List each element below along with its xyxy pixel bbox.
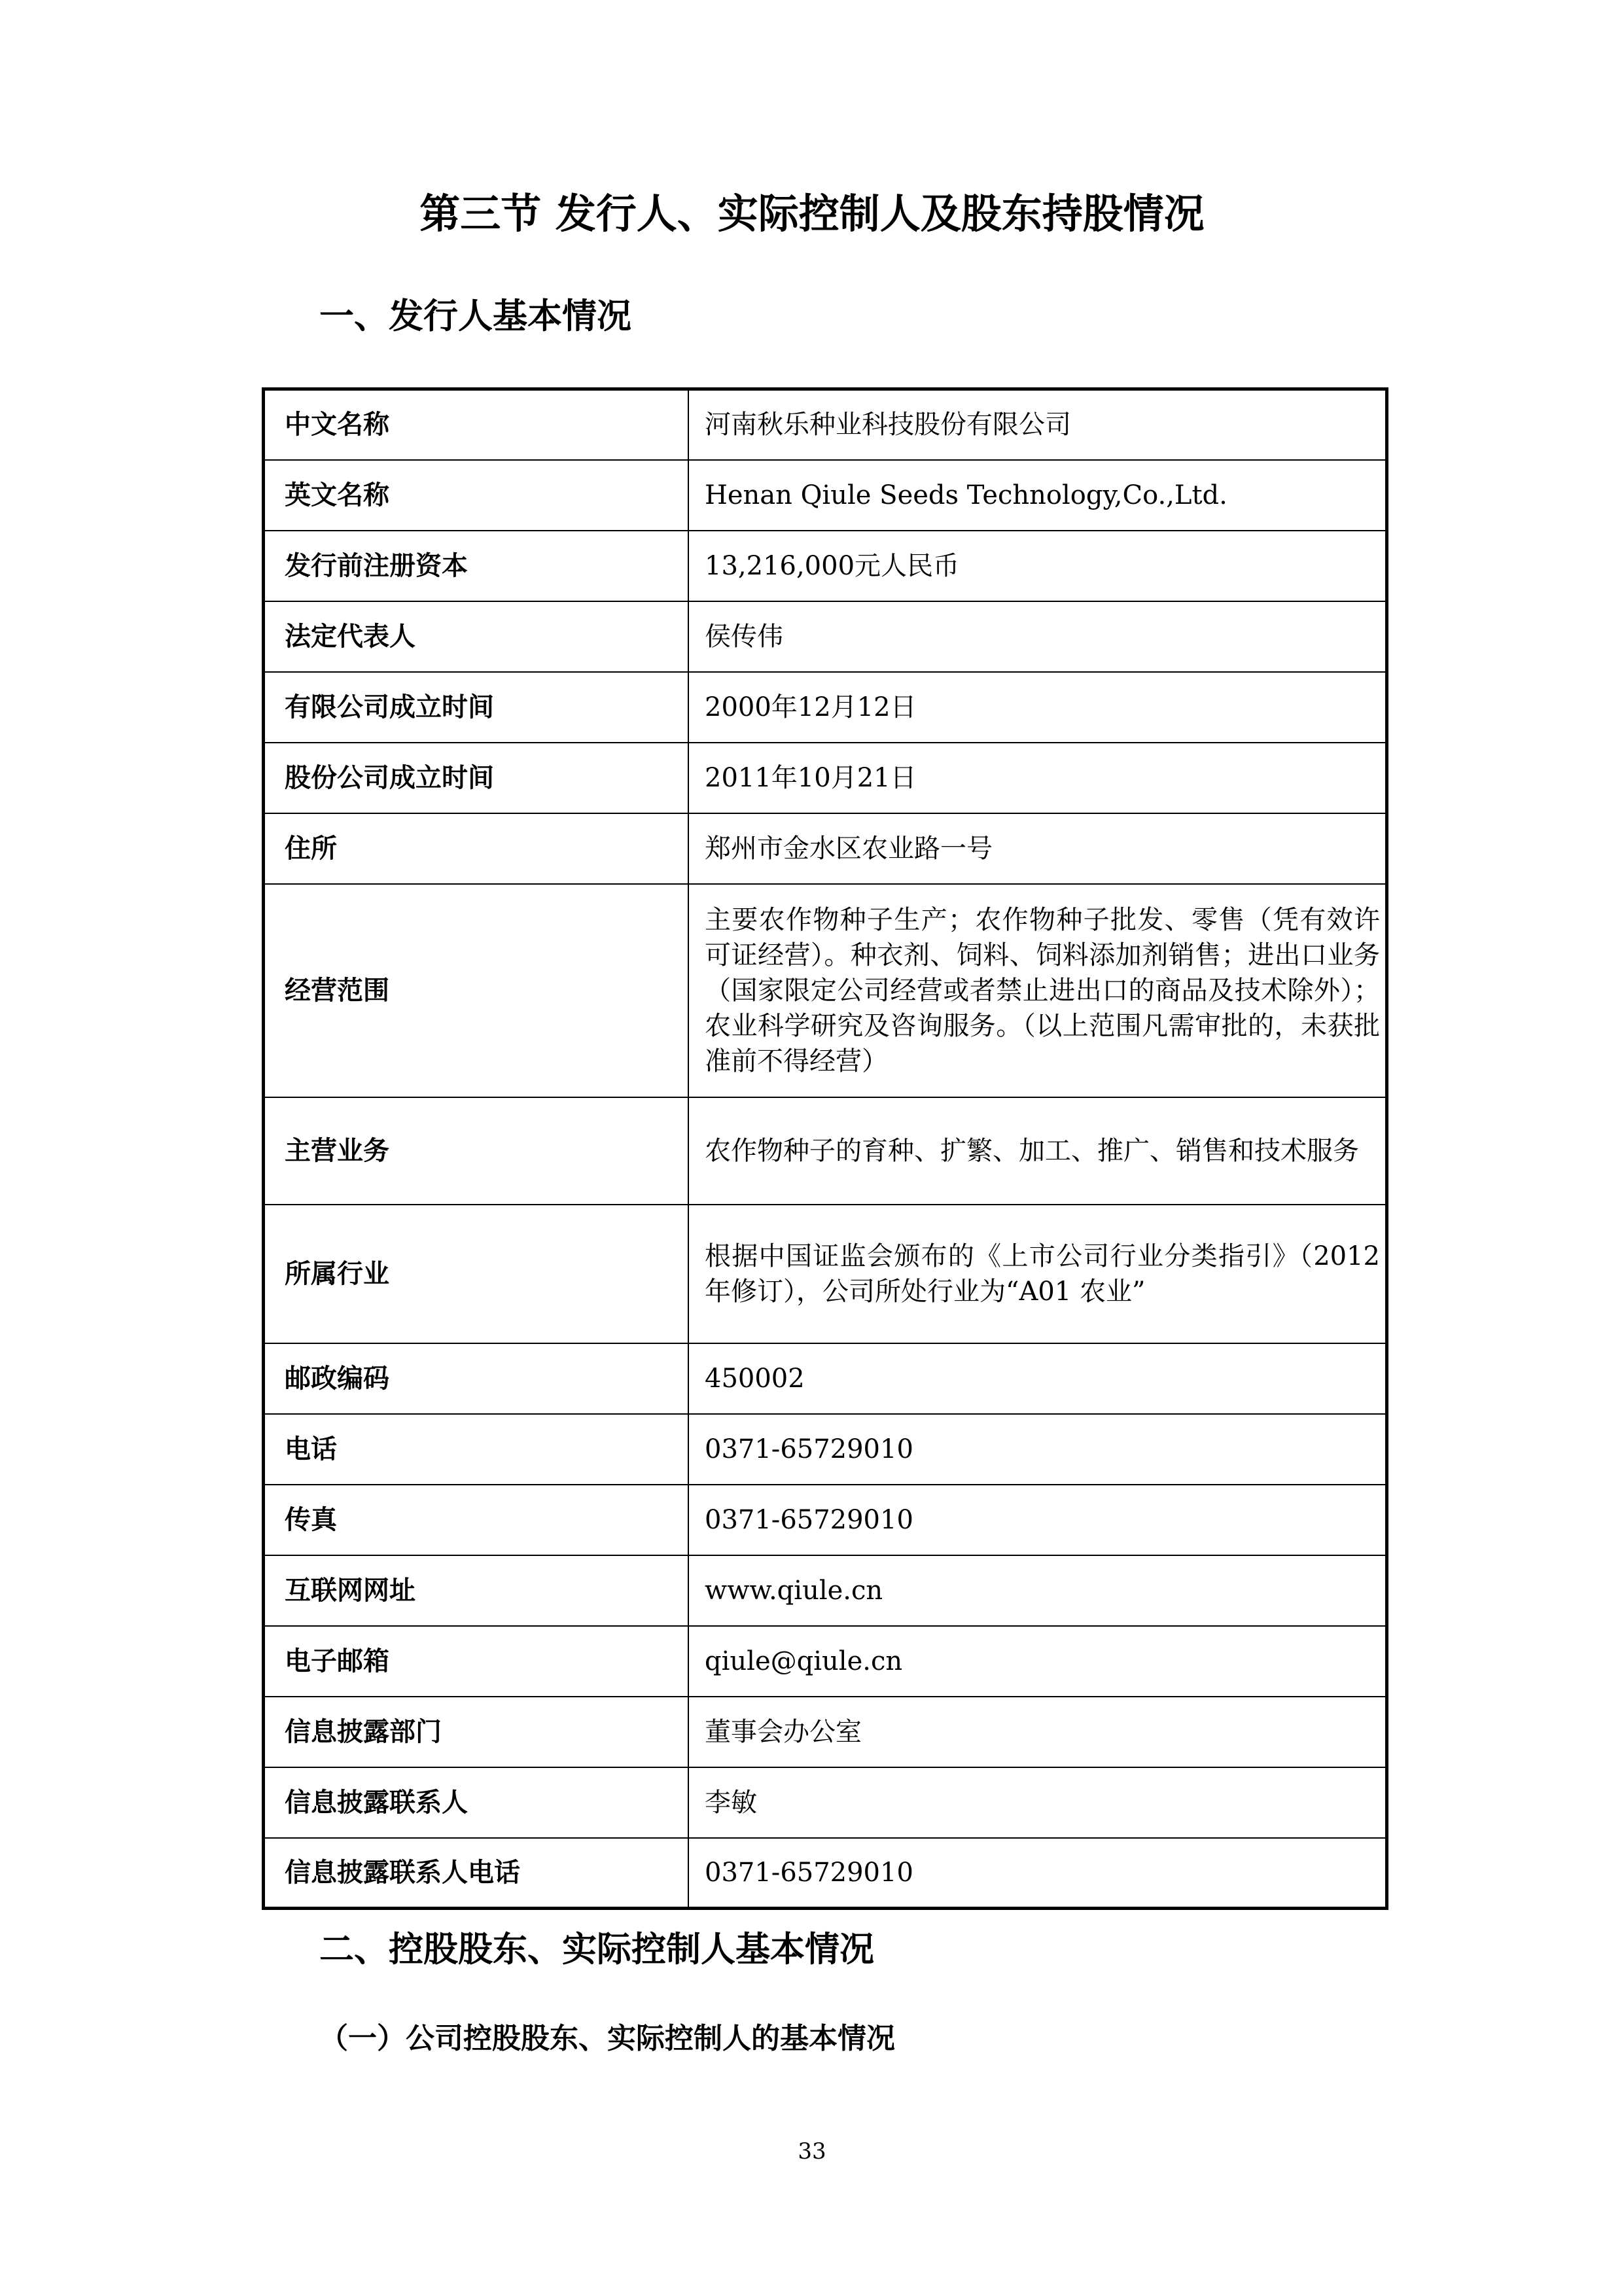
row-value: 2000年12月12日 — [688, 672, 1387, 743]
table-row — [264, 672, 1387, 743]
table-row — [264, 813, 1387, 884]
row-value: 0371-65729010 — [688, 1838, 1387, 1909]
table-row — [264, 1343, 1387, 1414]
row-label: 发行前注册资本 — [264, 531, 689, 601]
row-value: 河南秋乐种业科技股份有限公司 — [688, 389, 1387, 460]
section-heading-controlling-shareholder: 二、控股股东、实际控制人基本情况 — [319, 1930, 874, 1969]
table-row — [264, 1414, 1387, 1485]
row-value: 450002 — [688, 1343, 1387, 1414]
row-value: 董事会办公室 — [688, 1697, 1387, 1767]
row-label: 股份公司成立时间 — [264, 743, 689, 813]
row-value: 0371-65729010 — [688, 1414, 1387, 1485]
row-label: 电子邮箱 — [264, 1626, 689, 1697]
page-title: 第三节 发行人、实际控制人及股东持股情况 — [419, 190, 1205, 238]
row-value: 13,216,000元人民币 — [688, 531, 1387, 601]
row-value: 李敏 — [688, 1767, 1387, 1838]
row-label: 经营范围 — [264, 884, 689, 1097]
page-number: 33 — [798, 2138, 826, 2164]
row-value: 农作物种子的育种、扩繁、加工、推广、销售和技术服务 — [688, 1097, 1387, 1205]
row-label: 主营业务 — [264, 1097, 689, 1205]
table-row — [264, 1626, 1387, 1697]
table-row — [264, 1838, 1387, 1909]
table-row — [264, 531, 1387, 601]
row-value: qiule@qiule.cn — [688, 1626, 1387, 1697]
row-value: 2011年10月21日 — [688, 743, 1387, 813]
row-value: Henan Qiule Seeds Technology,Co.,Ltd. — [688, 460, 1387, 531]
table-row — [264, 1555, 1387, 1626]
subsection-heading: （一）公司控股股东、实际控制人的基本情况 — [319, 2022, 895, 2055]
row-label: 邮政编码 — [264, 1343, 689, 1414]
row-label: 所属行业 — [264, 1205, 689, 1343]
row-label: 信息披露部门 — [264, 1697, 689, 1767]
row-label: 传真 — [264, 1485, 689, 1555]
row-label: 住所 — [264, 813, 689, 884]
row-value: 侯传伟 — [688, 601, 1387, 672]
row-value: www.qiule.cn — [688, 1555, 1387, 1626]
row-value: 主要农作物种子生产；农作物种子批发、零售（凭有效许可证经营）。种衣剂、饲料、饲料添加剂销售；进出口业务（国家限定公司经营或者禁止进出口的商品及技术除外）；农业科学研究及咨询服务。（以上范围凡需审批的，未获批准前不得经营） — [688, 884, 1387, 1097]
row-label: 英文名称 — [264, 460, 689, 531]
table-row — [264, 1097, 1387, 1205]
row-value: 0371-65729010 — [688, 1485, 1387, 1555]
row-label: 信息披露联系人 — [264, 1767, 689, 1838]
row-value: 郑州市金水区农业路一号 — [688, 813, 1387, 884]
row-label: 互联网网址 — [264, 1555, 689, 1626]
row-label: 电话 — [264, 1414, 689, 1485]
row-label: 中文名称 — [264, 389, 689, 460]
row-label: 有限公司成立时间 — [264, 672, 689, 743]
table-row — [264, 1205, 1387, 1343]
row-label: 信息披露联系人电话 — [264, 1838, 689, 1909]
table-row — [264, 1485, 1387, 1555]
row-label: 法定代表人 — [264, 601, 689, 672]
table-row — [264, 601, 1387, 672]
table-row — [264, 884, 1387, 1097]
section-heading-issuer-info: 一、发行人基本情况 — [319, 296, 631, 336]
table-row — [264, 1697, 1387, 1767]
row-value: 根据中国证监会颁布的《上市公司行业分类指引》（2012年修订），公司所处行业为“A01 农业” — [688, 1205, 1387, 1343]
table-row — [264, 389, 1387, 460]
table-row — [264, 460, 1387, 531]
issuer-info-table — [262, 387, 1388, 1910]
table-row — [264, 743, 1387, 813]
table-row — [264, 1767, 1387, 1838]
